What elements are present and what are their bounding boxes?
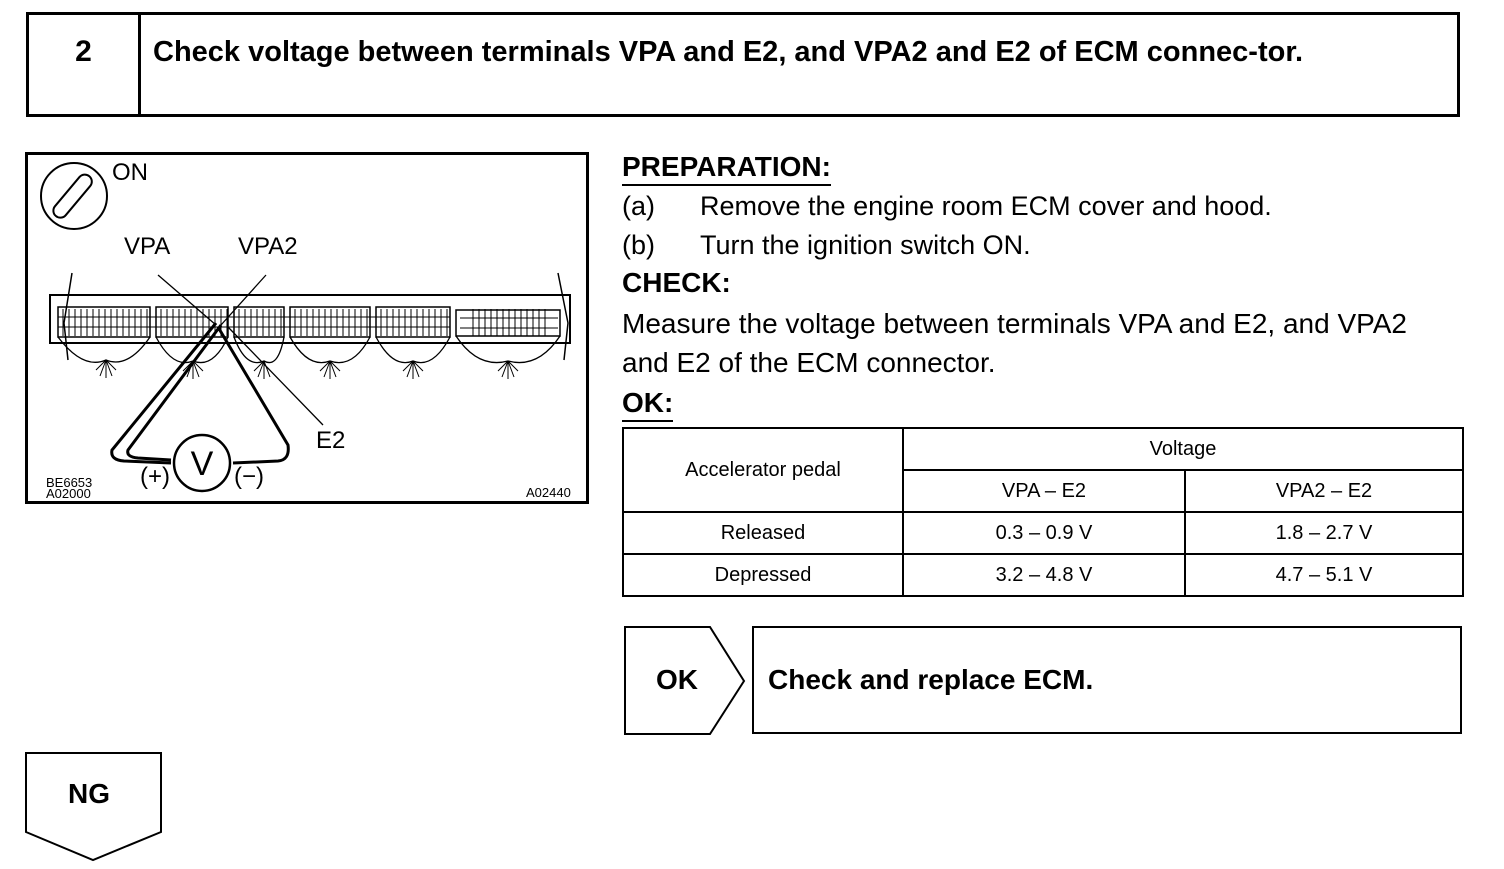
ok-arrow-label: OK <box>656 664 698 695</box>
table-row <box>623 512 1463 554</box>
ok-heading: OK: <box>622 386 673 422</box>
col-header-vpa2-e2: VPA2 – E2 <box>1185 470 1463 512</box>
prep-item-b-text: Turn the ignition switch ON. <box>700 230 1031 260</box>
check-text-line-2: and E2 of the ECM connector. <box>622 347 996 378</box>
voltmeter-icon <box>174 435 230 491</box>
preparation-heading: PREPARATION: <box>622 150 831 186</box>
plus-terminal-label: (+) <box>140 463 170 490</box>
ng-arrow-label: NG <box>68 778 110 809</box>
ng-result-arrow <box>25 752 165 869</box>
voltage-spec-table <box>622 427 1464 597</box>
check-heading: CHECK: <box>622 267 731 298</box>
ok-action-text: Check and replace ECM. <box>768 664 1094 695</box>
step-header <box>26 12 1460 117</box>
ignition-on-label: ON <box>112 159 148 186</box>
ignition-key-icon <box>41 163 107 229</box>
prep-item-a-key: (a) <box>622 191 655 221</box>
prep-item-b-key: (b) <box>622 230 655 260</box>
minus-terminal-label: (−) <box>234 463 264 490</box>
figure-code-left-1: BE6653 <box>46 475 93 490</box>
vpa-label: VPA <box>124 233 171 260</box>
prep-item-a-text: Remove the engine room ECM cover and hood. <box>700 191 1272 221</box>
e2-label: E2 <box>316 427 346 454</box>
svg-text:V: V <box>190 445 214 483</box>
cell-pedal: Released <box>623 512 903 554</box>
step-title: Check voltage between terminals VPA and E2, and VPA2 and E2 of ECM connec-tor. <box>153 36 1304 68</box>
ok-result-arrow <box>624 626 748 741</box>
cell-vpa-e2: 3.2 – 4.8 V <box>903 554 1185 596</box>
vpa2-label: VPA2 <box>238 233 298 260</box>
step-number: 2 <box>29 15 141 114</box>
cell-vpa2-e2: 4.7 – 5.1 V <box>1185 554 1463 596</box>
ecm-connector-diagram <box>28 155 592 507</box>
cell-pedal: Depressed <box>623 554 903 596</box>
col-header-vpa-e2: VPA – E2 <box>903 470 1185 512</box>
cell-vpa2-e2: 1.8 – 2.7 V <box>1185 512 1463 554</box>
ecm-connector-figure <box>25 152 589 504</box>
ok-action-box <box>752 626 1462 734</box>
figure-code-left-2: A02000 <box>46 486 91 501</box>
figure-code-right: A02440 <box>526 485 571 500</box>
col-header-accelerator-pedal: Accelerator pedal <box>623 428 903 512</box>
col-header-voltage: Voltage <box>903 428 1463 470</box>
table-row <box>623 554 1463 596</box>
cell-vpa-e2: 0.3 – 0.9 V <box>903 512 1185 554</box>
check-text-line-1: Measure the voltage between terminals VPA and E2, and VPA2 <box>622 308 1407 339</box>
